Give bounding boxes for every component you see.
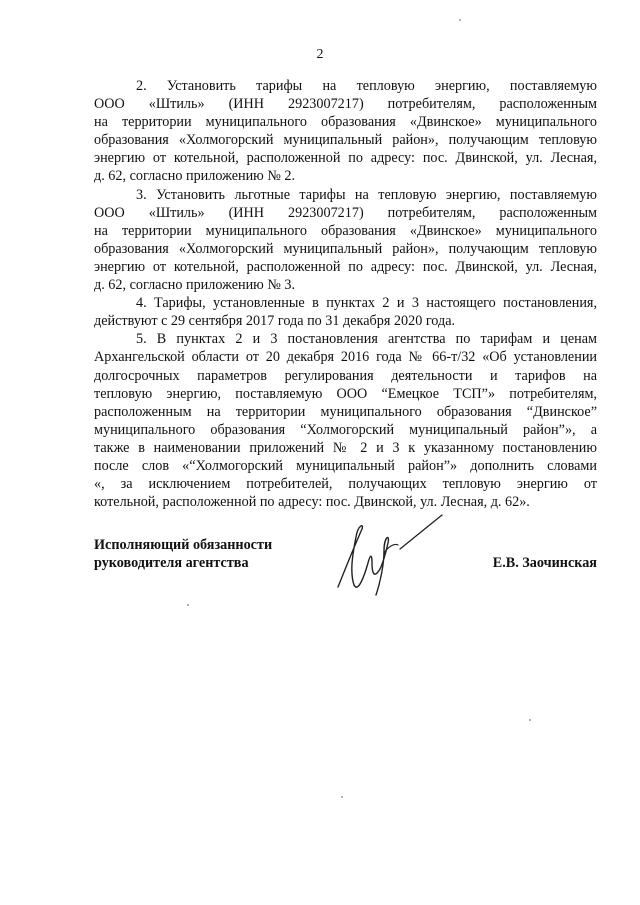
signer-position bbox=[94, 536, 272, 572]
document-body bbox=[94, 77, 597, 511]
text-line: Архангельской области от 20 декабря 2016 года № 66-т/32 «Об установлении bbox=[94, 349, 597, 366]
text-line: «, за исключением потребителей, получающих тепловую энергию от bbox=[94, 476, 597, 493]
scan-speck bbox=[187, 604, 189, 606]
text-line: долгосрочных параметров регулирования деятельности и тарифов на bbox=[94, 367, 597, 384]
text-line: ООО «Штиль» (ИНН 2923007217) потребителям, расположенным bbox=[94, 96, 597, 113]
text-line: тепловую энергию, поставляемую ООО “Емецкое ТСП”» потребителям, bbox=[94, 385, 597, 402]
scan-speck bbox=[341, 796, 343, 798]
text-line: д. 62, согласно приложению № 3. bbox=[94, 277, 296, 294]
signer-position-line: руководителя агентства bbox=[94, 555, 249, 571]
paragraph-item-5 bbox=[94, 330, 597, 511]
text-line: образования «Холмогорский муниципальный район», получающим тепловую bbox=[94, 240, 597, 257]
scan-speck bbox=[459, 19, 461, 21]
text-line: котельной, расположенной по адресу: пос. Двинской, ул. Лесная, д. 62». bbox=[94, 494, 530, 511]
paragraph-item-4 bbox=[94, 294, 597, 330]
page-number: 2 bbox=[316, 47, 324, 62]
text-line: образования «Холмогорский муниципальный район», получающим тепловую bbox=[94, 132, 597, 149]
text-line: действуют с 29 сентября 2017 года по 31 декабря 2020 года. bbox=[94, 313, 456, 330]
text-line: 3. Установить льготные тарифы на тепловую энергию, поставляемую bbox=[136, 186, 597, 203]
text-line: муниципального образования “Холмогорский муниципальный район”», а bbox=[94, 421, 597, 438]
text-line: ООО «Штиль» (ИНН 2923007217) потребителям, расположенным bbox=[94, 204, 597, 221]
text-line: 4. Тарифы, установленные в пунктах 2 и 3 настоящего постановления, bbox=[136, 295, 597, 312]
text-line: расположенным на территории муниципального образования “Двинское” bbox=[94, 403, 597, 420]
text-line: энергию от котельной, расположенной по адресу: пос. Двинской, ул. Лесная, bbox=[94, 258, 597, 275]
text-line: 5. В пунктах 2 и 3 постановления агентства по тарифам и ценам bbox=[136, 331, 597, 348]
text-line: д. 62, согласно приложению № 2. bbox=[94, 168, 296, 185]
signer-position-line: Исполняющий обязанности bbox=[94, 537, 273, 553]
text-line: 2. Установить тарифы на тепловую энергию, поставляемую bbox=[136, 78, 597, 94]
handwritten-signature bbox=[324, 507, 444, 599]
signer-name: Е.В. Заочинская bbox=[492, 555, 597, 571]
text-line: после слов «“Холмогорский муниципальный район”» дополнить словами bbox=[94, 457, 597, 474]
text-line: энергию от котельной, расположенной по адресу: пос. Двинской, ул. Лесная, bbox=[94, 150, 597, 167]
paragraph-item-3 bbox=[94, 186, 597, 295]
paragraph-item-2 bbox=[94, 77, 597, 186]
text-line: также в наименовании приложений № 2 и 3 к указанному постановлению bbox=[94, 439, 597, 456]
text-line: на территории муниципального образования «Двинское» муниципального bbox=[94, 222, 597, 239]
scan-speck bbox=[529, 719, 531, 721]
text-line: на территории муниципального образования «Двинское» муниципального bbox=[94, 114, 597, 131]
